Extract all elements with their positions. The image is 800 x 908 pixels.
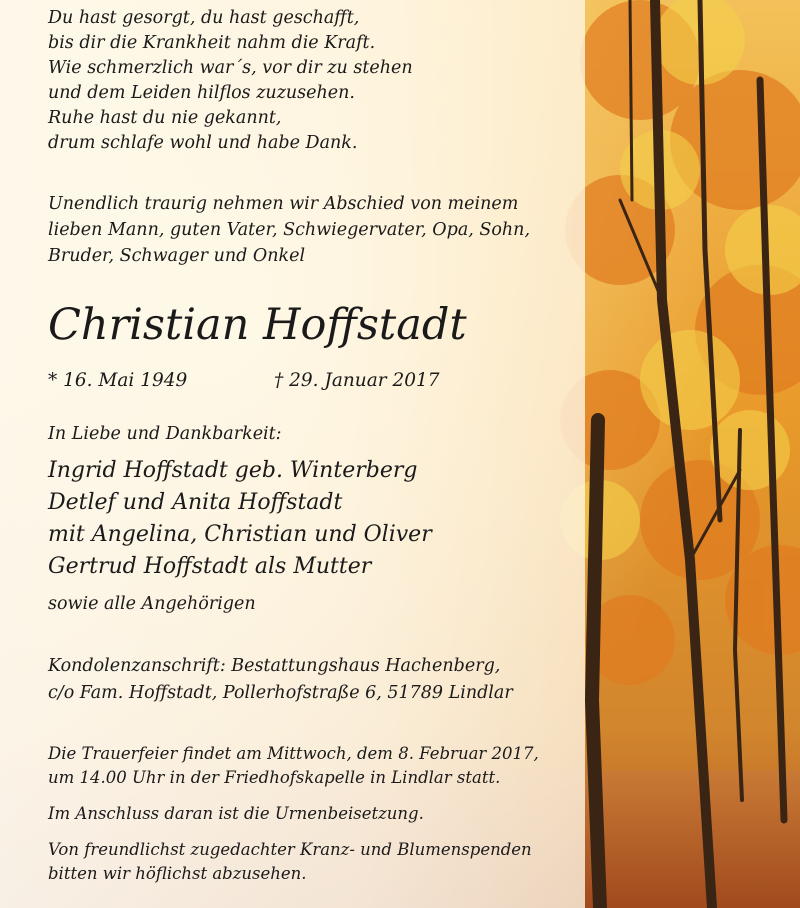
birth-date: * 16. Mai 1949 <box>48 370 188 391</box>
intro-line: lieben Mann, guten Vater, Schwiegervater, Opa, Sohn, <box>48 220 531 240</box>
mourner-name: Gertrud Hoffstadt als Mutter <box>48 554 372 579</box>
poem-line: drum schlafe wohl und habe Dank. <box>48 133 358 153</box>
poem-line: bis dir die Krankheit nahm die Kraft. <box>48 33 376 53</box>
condolence-line: c/o Fam. Hoffstadt, Pollerhofstraße 6, 51789 Lindlar <box>48 683 513 703</box>
mourner-name: Detlef und Anita Hoffstadt <box>48 490 343 515</box>
poem-line: und dem Leiden hilflos zuzusehen. <box>48 83 355 103</box>
intro-line: Bruder, Schwager und Onkel <box>48 246 306 266</box>
poem-line: Wie schmerzlich war´s, vor dir zu stehen <box>48 58 413 78</box>
ceremony-line: Die Trauerfeier findet am Mittwoch, dem 8. Februar 2017, <box>48 744 539 763</box>
mourners-heading: In Liebe und Dankbarkeit: <box>48 424 282 444</box>
ceremony-line: um 14.00 Uhr in der Friedhofskapelle in Lindlar statt. <box>48 768 501 787</box>
mourner-name: Ingrid Hoffstadt geb. Winterberg <box>48 458 418 483</box>
urn-burial-note: Im Anschluss daran ist die Urnenbeisetzung. <box>48 804 424 823</box>
death-date: † 29. Januar 2017 <box>274 370 440 391</box>
intro-line: Unendlich traurig nehmen wir Abschied von meinem <box>48 194 519 214</box>
deceased-name: Christian Hoffstadt <box>48 300 467 350</box>
mourner-name: mit Angelina, Christian und Oliver <box>48 522 432 547</box>
poem-line: Ruhe hast du nie gekannt, <box>48 108 282 128</box>
condolence-line: Kondolenzanschrift: Bestattungshaus Hachenberg, <box>48 656 501 676</box>
flowers-line: bitten wir höflichst abzusehen. <box>48 864 307 883</box>
poem-line: Du hast gesorgt, du hast geschafft, <box>48 8 360 28</box>
other-relatives: sowie alle Angehörigen <box>48 594 256 614</box>
flowers-line: Von freundlichst zugedachter Kranz- und Blumenspenden <box>48 840 532 859</box>
